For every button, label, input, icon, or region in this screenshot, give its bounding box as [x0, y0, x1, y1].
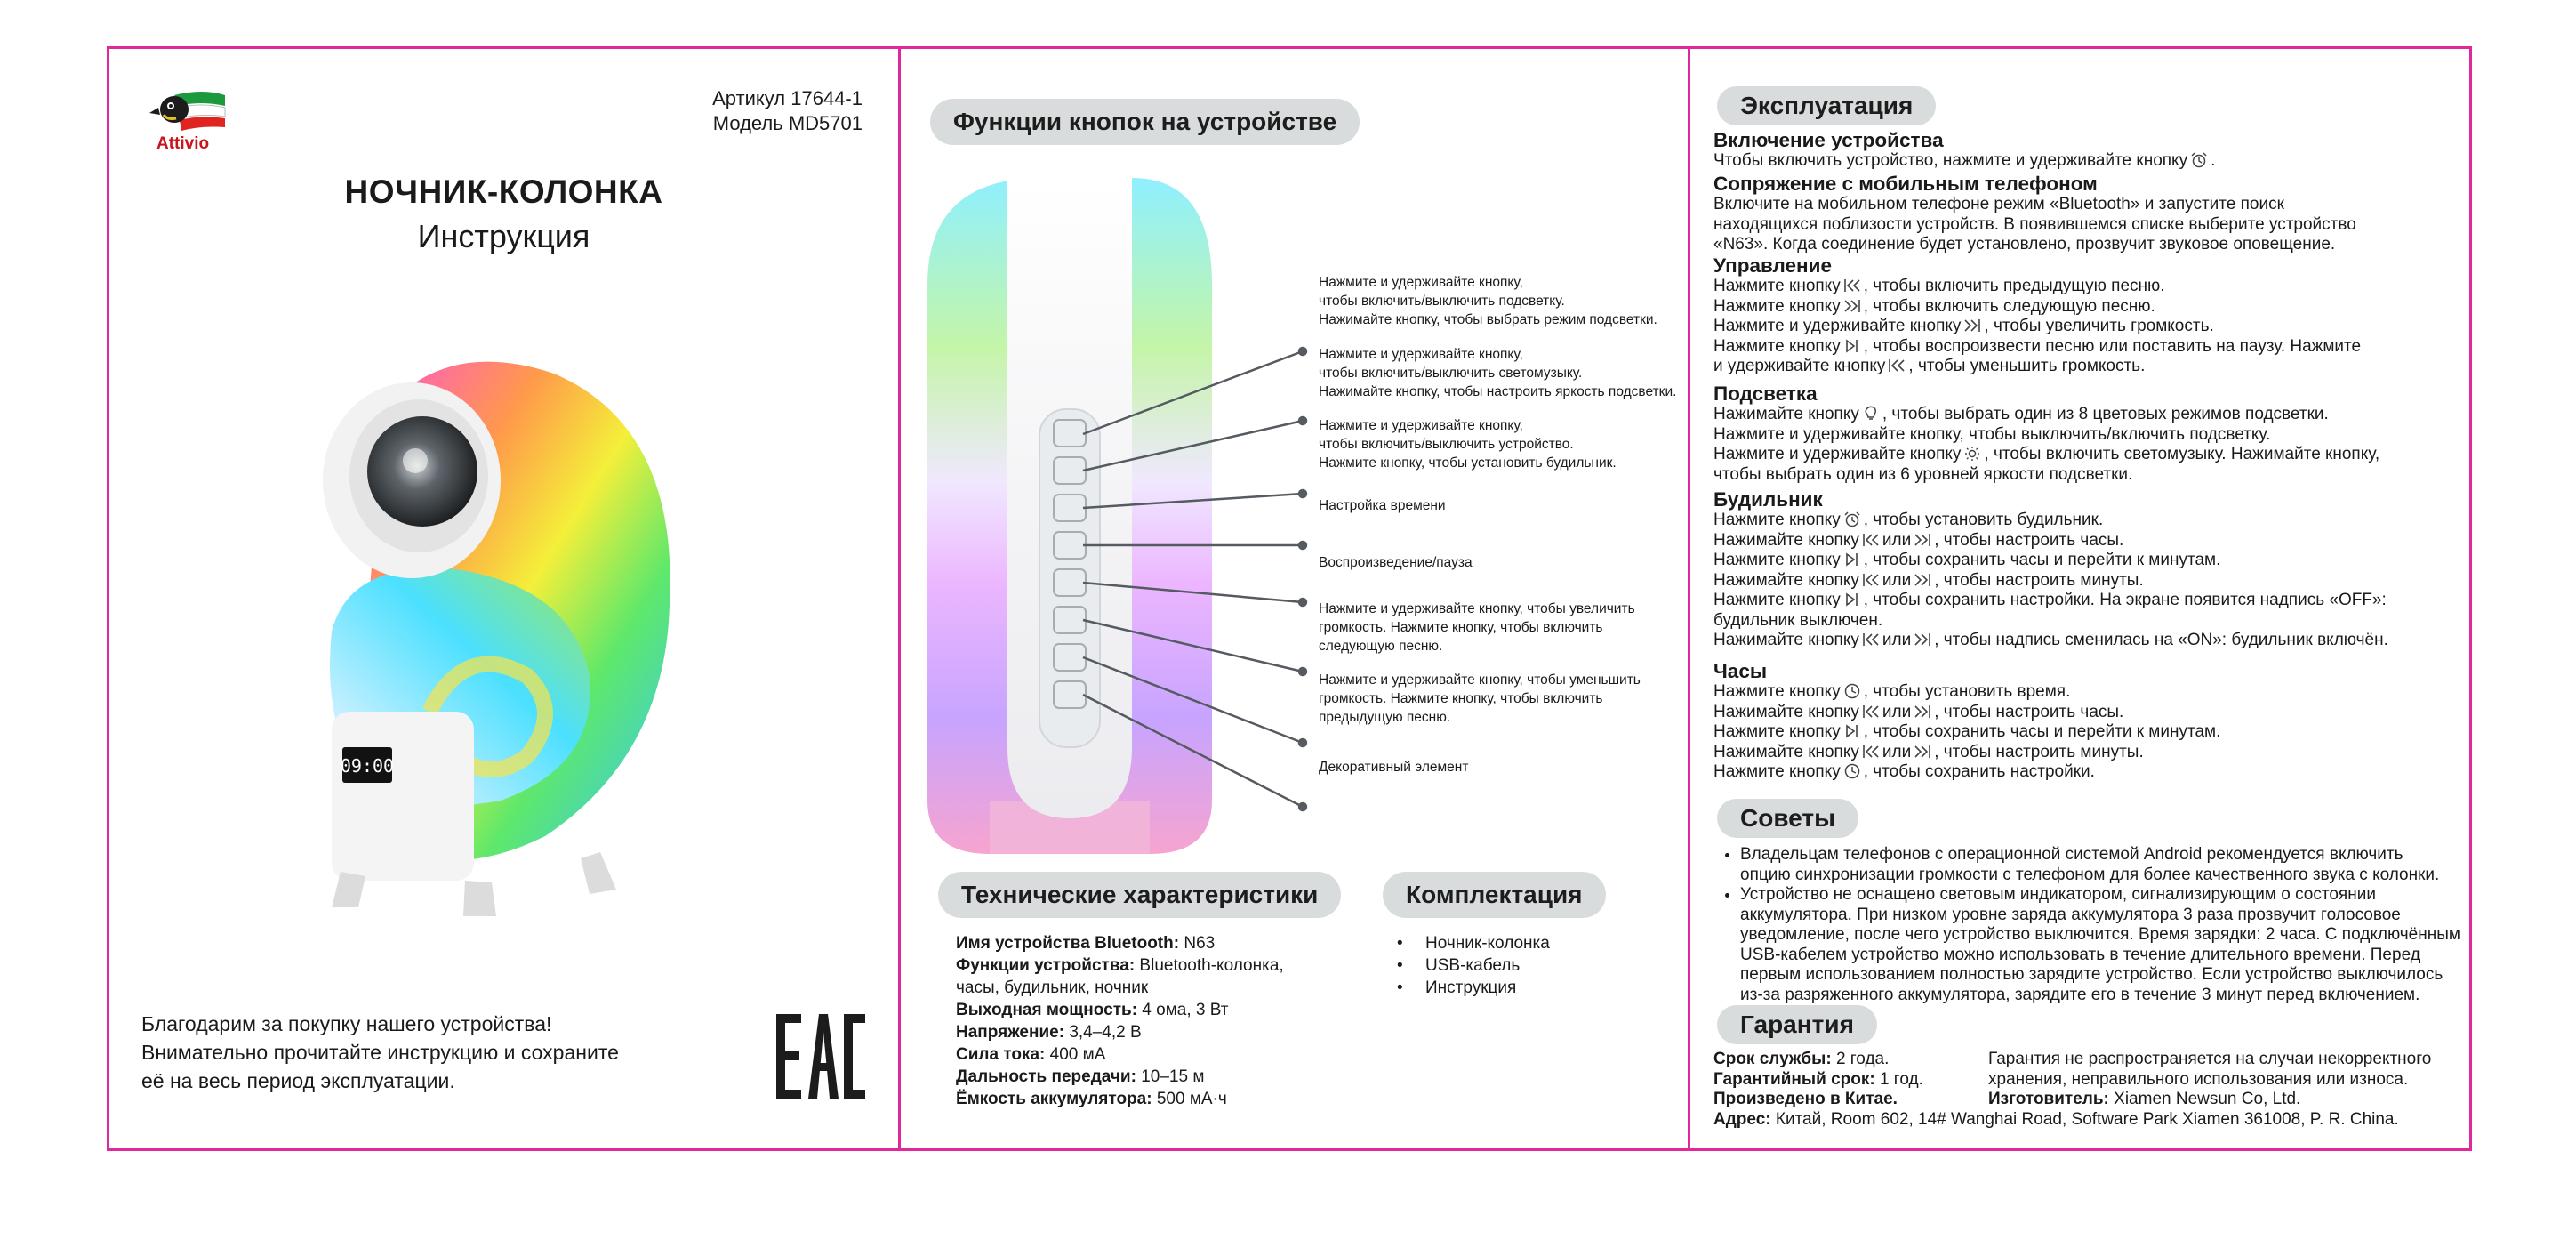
previous-track-icon [1843, 278, 1861, 294]
callout-lightmusic: Нажмите и удерживайте кнопку, чтобы включить/выключить светомузыку. Нажимайте кнопку, чтобы настроить яркость подсветки. [1319, 347, 1677, 399]
section-line: Нажмите кнопку , чтобы установить будильник. [1713, 511, 2104, 529]
section-line: чтобы выбрать один из 6 уровней яркости подсветки. [1713, 464, 2133, 484]
spec-row: Дальность передачи: 10–15 м [956, 1067, 1205, 1086]
callout-next: Нажмите и удерживайте кнопку, чтобы увеличить громкость. Нажмите кнопку, чтобы включить следующую песню. [1319, 601, 1635, 654]
callout-decor: Декоративный элемент [1319, 760, 1469, 775]
tips-list [1713, 845, 2487, 1005]
section-line: находящихся поблизости устройств. В появившемся списке выберите устройство [1713, 214, 2356, 234]
section-line: «N63». Когда соединение будет установлено, прозвучит звуковое оповещение. [1713, 235, 2336, 254]
section-line: будильник выключен. [1713, 610, 1883, 630]
spec-row: Выходная мощность: 4 ома, 3 Вт [956, 1001, 1229, 1019]
alarm-clock-icon [1843, 511, 1861, 527]
thanks-line-1: Благодарим за покупку нашего устройства! [141, 1012, 552, 1035]
section-line: Нажмите кнопку , чтобы сохранить часы и перейти к минутам. [1713, 551, 2221, 569]
section-line: Нажимайте кнопку или , чтобы настроить минуты. [1713, 570, 2144, 590]
section-line: Нажмите кнопку , чтобы сохранить часы и перейти к минутам. [1713, 722, 2221, 741]
manual-panel [1690, 49, 2472, 1148]
section-line: Нажмите и удерживайте кнопку , чтобы увеличить громкость. [1713, 317, 2214, 335]
buttons-heading: Функции кнопок на устройстве [930, 99, 1360, 145]
callout-play: Воспроизведение/пауза [1319, 555, 1473, 570]
kit-list [1386, 932, 1550, 999]
thanks-line-2: Внимательно прочитайте инструкцию и сохраните [141, 1041, 619, 1064]
model-number: Модель MD5701 [712, 112, 863, 134]
section-line: Нажмите кнопку , чтобы воспроизвести песню или поставить на паузу. Нажмите [1713, 336, 2362, 356]
section-title: Сопряжение с мобильным телефоном [1713, 173, 2098, 195]
attivio-logo [149, 86, 238, 157]
section-title: Часы [1713, 660, 1768, 682]
tips-heading: Советы [1717, 799, 1858, 838]
spec-row: Функции устройства: Bluetooth-колонка, [956, 956, 1284, 975]
previous-track-icon [1862, 744, 1880, 760]
section-power [1713, 129, 2215, 172]
section-line: Нажимайте кнопку , чтобы выбрать один из 8 цветовых режимов подсветки. [1713, 405, 2329, 423]
section-line: Нажимайте кнопку или , чтобы надпись сменилась на «ON»: будильник включён. [1713, 631, 2388, 649]
logo-text: Attivio [156, 134, 210, 153]
section-title: Включение устройства [1713, 129, 1944, 151]
section-title: Управление [1713, 254, 1832, 277]
specs-heading: Технические характеристики [938, 872, 1341, 918]
kit-heading: Комплектация [1383, 872, 1606, 918]
product-title: НОЧНИК-КОЛОНКА [344, 173, 663, 210]
light-bulb-icon [1862, 406, 1880, 422]
section-line: и удерживайте кнопку , чтобы уменьшить громкость. [1713, 357, 2146, 375]
section-light [1713, 382, 2379, 485]
clock-icon [1843, 683, 1861, 699]
section-line: Нажмите и удерживайте кнопку, чтобы выключить/включить подсветку. [1713, 424, 2271, 444]
section-line: Включите на мобильном телефоне режим «Bluetooth» и запустите поиск [1713, 195, 2284, 213]
section-title: Будильник [1713, 488, 1823, 511]
tip-item: • Владельцам телефонов с операционной системой Android рекомендуется включить опцию синхронизации громкости с телефоном для более качественного звука с колонки. [1740, 845, 2487, 885]
thanks-line-3: её на весь период эксплуатации. [141, 1069, 455, 1092]
cover-panel [109, 49, 898, 1148]
spec-row: Сила тока: 400 мА [956, 1045, 1106, 1064]
section-line: Нажмите кнопку , чтобы сохранить настройки. На экране появится надпись «OFF»: [1713, 591, 2387, 609]
play-pause-icon [1843, 592, 1861, 608]
section-line: Чтобы включить устройство, нажмите и удерживайте кнопку . [1713, 151, 2216, 170]
kit-item: • USB-кабель [1386, 954, 1550, 977]
eac-icon [776, 1014, 865, 1099]
section-line: Нажмите кнопку , чтобы включить предыдущую песню. [1713, 277, 2165, 295]
section-line: Нажмите и удерживайте кнопку , чтобы включить светомузыку. Нажимайте кнопку, [1713, 445, 2380, 463]
callout-power: Нажмите и удерживайте кнопку, чтобы включить/выключить устройство. Нажмите кнопку, чтобы установить будильник. [1319, 418, 1617, 471]
play-pause-icon [1843, 723, 1861, 739]
spec-row: Имя устройства Bluetooth: N63 [956, 934, 1216, 953]
alarm-clock-icon [2190, 152, 2208, 168]
warranty-heading: Гарантия [1717, 1005, 1877, 1044]
section-line: Нажимайте кнопку или , чтобы настроить часы. [1713, 702, 2124, 721]
section-pairing [1713, 173, 2356, 255]
section-line: Нажмите кнопку , чтобы включить следующую песню. [1713, 296, 2155, 316]
buttons-panel [901, 49, 1688, 1148]
previous-track-icon [1862, 704, 1880, 720]
document-subtitle: Инструкция [417, 218, 590, 254]
callout-backlight: Нажмите и удерживайте кнопку, чтобы включить/выключить подсветку. Нажимайте кнопку, чтобы выбрать режим подсветки. [1319, 275, 1657, 327]
previous-track-icon [1862, 632, 1880, 648]
warranty-right: Гарантия не распространяется на случаи некорректного хранения, неправильного использования или износа. Изготовитель: Xiamen Newsun Co, Ltd. [1988, 1050, 2432, 1108]
next-track-icon [1914, 632, 1931, 648]
operation-heading: Эксплуатация [1717, 86, 1936, 125]
article-number: Артикул 17644-1 [712, 87, 863, 109]
next-track-icon [1914, 572, 1931, 588]
tip-item: • Устройство не оснащено световым индикатором, сигнализирующим о состоянии аккумулятора. При низком уровне заряда аккумулятора 3 раза прозвучит голосовое уведомление, после чего устройство выключится. Время зарядки: 2 часа. С подключённым USB-кабелем устройство можно использовать в течение длительного времени. Перед первым использованием полностью зарядите устройство. Если устройство выключилось из-за разряженного аккумулятора, зарядите его в течение 3 минут перед включением. [1740, 885, 2487, 1005]
play-pause-icon [1843, 338, 1861, 354]
callout-prev: Нажмите и удерживайте кнопку, чтобы уменьшить громкость. Нажмите кнопку, чтобы включить предыдущую песню. [1319, 672, 1641, 725]
callout-time: Настройка времени [1319, 498, 1446, 513]
warranty-left: Срок службы: 2 года. Гарантийный срок: 1 год. Произведено в Китае. Адрес: Китай, Room 602, 14# Wanghai Road, Software Park Xiamen 361008, P. R. China. [1713, 1050, 2399, 1129]
play-pause-icon [1843, 552, 1861, 568]
section-clock [1713, 660, 2220, 783]
specs-list [956, 932, 1284, 1110]
section-line: Нажимайте кнопку или , чтобы настроить часы. [1713, 530, 2124, 550]
clock-icon [1843, 763, 1861, 779]
spec-row: часы, будильник, ночник [956, 978, 1149, 997]
next-track-icon [1914, 744, 1931, 760]
brightness-icon [1963, 446, 1981, 462]
kit-item: • Инструкция [1386, 977, 1550, 999]
section-title: Подсветка [1713, 382, 1818, 405]
next-track-icon [1963, 318, 1981, 334]
parrot-logo-icon [149, 86, 238, 136]
next-track-icon [1843, 298, 1861, 314]
kit-item: • Ночник-колонка [1386, 932, 1550, 954]
spec-row: Напряжение: 3,4–4,2 В [956, 1023, 1142, 1042]
section-control [1713, 254, 2361, 377]
previous-track-icon [1888, 358, 1906, 374]
section-alarm [1713, 488, 2388, 651]
clock-display: 09:00 [340, 755, 395, 777]
section-line: Нажимайте кнопку или , чтобы настроить минуты. [1713, 742, 2144, 761]
previous-track-icon [1862, 572, 1880, 588]
spec-row: Ёмкость аккумулятора: 500 мА·ч [956, 1090, 1227, 1108]
eac-mark [776, 1014, 865, 1099]
next-track-icon [1914, 532, 1931, 548]
next-track-icon [1914, 704, 1931, 720]
product-image [323, 338, 696, 934]
section-line: Нажмите кнопку , чтобы сохранить настройки. [1713, 762, 2095, 781]
section-line: Нажмите кнопку , чтобы установить время. [1713, 682, 2071, 701]
previous-track-icon [1862, 532, 1880, 548]
